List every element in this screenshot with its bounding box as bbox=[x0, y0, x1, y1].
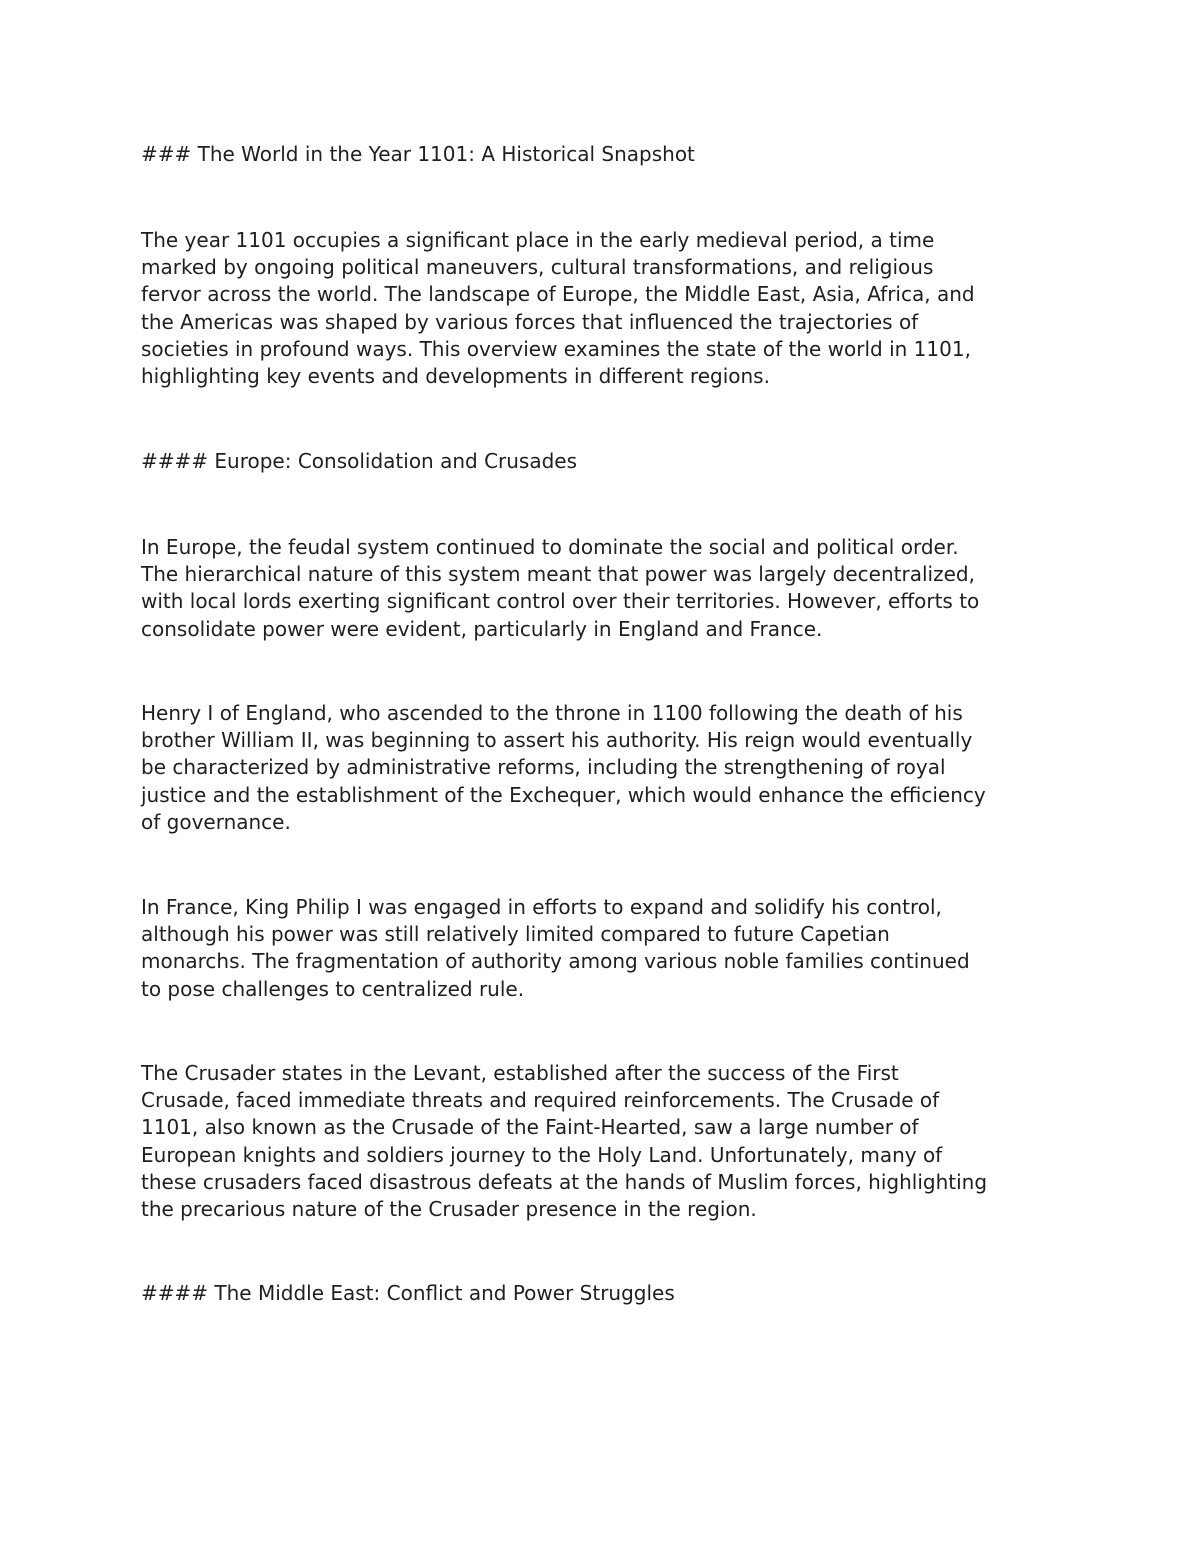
europe-paragraph-feudal: In Europe, the feudal system continued to dominate the social and political order. The hierarchical nature of this system meant that power was largely decentralized, with local lords exerting significant control over their territories. However, efforts to consolidate power were evident, particularly in England and France. bbox=[141, 535, 980, 641]
document-title: ### The World in the Year 1101: A Historical Snapshot bbox=[141, 142, 695, 166]
middle-east-heading: #### The Middle East: Conflict and Power Struggles bbox=[141, 1281, 675, 1305]
europe-paragraph-philip: In France, King Philip I was engaged in efforts to expand and solidify his control, although his power was still relatively limited compared to future Capetian monarchs. The fragmentation of authority among various noble families continued to pose challenges to centralized rule. bbox=[141, 895, 970, 1001]
europe-paragraph-henry: Henry I of England, who ascended to the throne in 1100 following the death of his brother William II, was beginning to assert his authority. His reign would eventually be characterized by administrative reforms, including the strengthening of royal justice and the establishment of the Exchequer, which would enhance the efficiency of governance. bbox=[141, 701, 986, 834]
intro-paragraph: The year 1101 occupies a significant place in the early medieval period, a time marked by ongoing political maneuvers, cultural transformations, and religious fervor across the world. The landscape of Europe, the Middle East, Asia, Africa, and the Americas was shaped by various forces that influenced the trajectories of societies in profound ways. This overview examines the state of the world in 1101, highlighting key events and developments in different regions. bbox=[141, 228, 975, 389]
europe-paragraph-crusader-states: The Crusader states in the Levant, established after the success of the First Crusade, faced immediate threats and required reinforcements. The Crusade of 1101, also known as the Crusade of the Faint-Hearted, saw a large number of European knights and soldiers journey to the Holy Land. Unfortunately, many of these crusaders faced disastrous defeats at the hands of Muslim forces, highlighting the precarious nature of the Crusader presence in the region. bbox=[141, 1061, 988, 1222]
europe-heading: #### Europe: Consolidation and Crusades bbox=[141, 449, 578, 473]
